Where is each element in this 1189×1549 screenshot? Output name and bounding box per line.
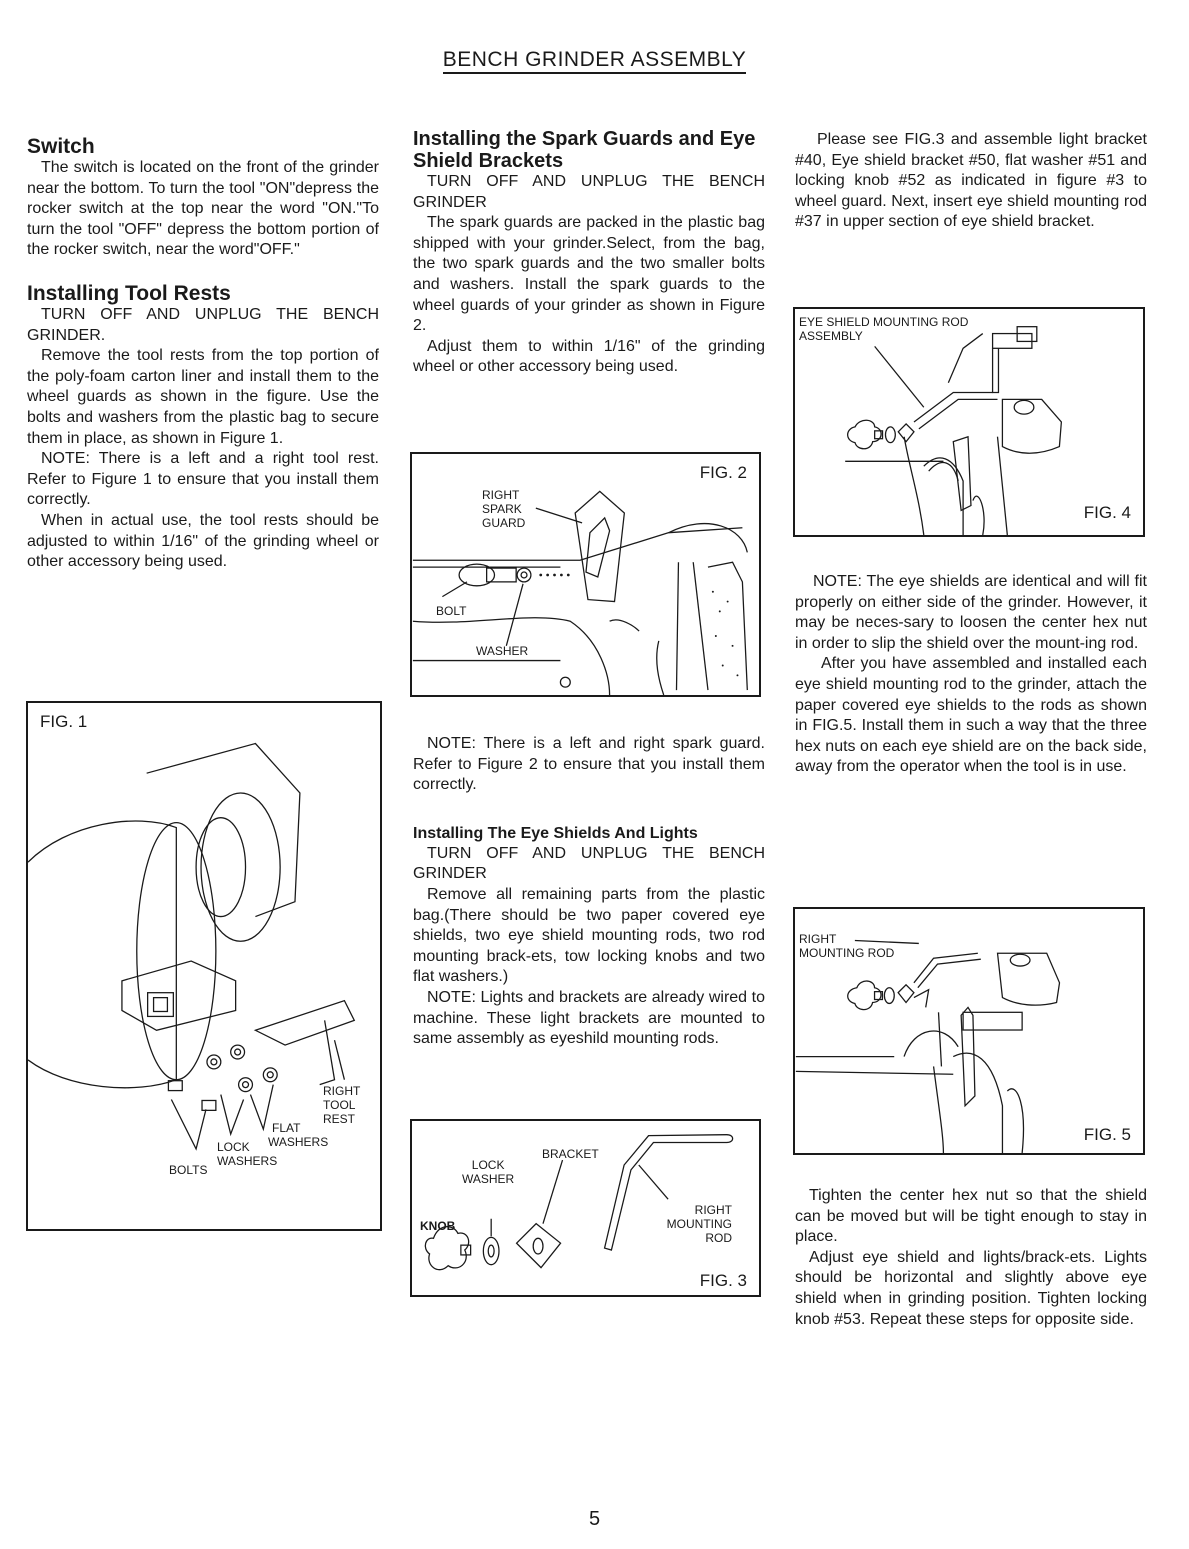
right-mounting-rod-line-3: ROD — [705, 1231, 732, 1245]
fig5-mounting-rod-label — [799, 932, 894, 960]
figure-4-label: FIG. 4 — [1083, 503, 1131, 522]
figure-2-drawing — [412, 454, 759, 695]
bolts-label: BOLTS — [169, 1163, 208, 1177]
right-spark-guard-line-2: SPARK — [482, 502, 522, 516]
figure-3-label: FIG. 3 — [699, 1271, 747, 1290]
figure-1 — [26, 701, 382, 1231]
tool-rests-warning: TURN OFF AND UNPLUG THE BENCH GRINDER. — [27, 305, 379, 344]
spark-guards-adjust: Adjust them to within 1/16" of the grinding wheel or other accessory being used. — [413, 337, 765, 376]
right-mounting-rod-line-1: RIGHT — [694, 1203, 732, 1217]
fig5-mounting-rod-line-1: RIGHT — [799, 932, 837, 946]
right-spark-guard-line-3: GUARD — [482, 516, 526, 530]
column-right-middle — [795, 572, 1147, 778]
flat-washers-line-1: FLAT — [272, 1121, 301, 1135]
eye-shield-attach: After you have assembled and installed each eye shield mounting rod to the grinder, attach the paper covered eye shields to the rods as shown in FIG.5. Install them in such a way that the three hex nuts on each eye shield are on the back side, away from the operator when the tool is in use. — [795, 655, 1147, 776]
figure-5-label: FIG. 5 — [1083, 1125, 1131, 1144]
eye-shield-assembly-line-1: EYE SHIELD MOUNTING ROD — [799, 315, 969, 329]
figure-1-drawing — [28, 703, 380, 1229]
assembly-instructions: Please see FIG.3 and assemble light bracket #40, Eye shield bracket #50, flat washer #51 and locking knob #52 as indicated in figure #3 to wheel guard. Next, insert eye shield mounting rod #37 in upper section of eye shield bracket. — [795, 131, 1147, 231]
figure-5 — [793, 907, 1145, 1155]
column-middle — [413, 128, 765, 378]
column-right — [795, 130, 1147, 233]
lock-washers-line-1: LOCK — [217, 1140, 250, 1154]
page-title-text: BENCH GRINDER ASSEMBLY — [443, 48, 747, 74]
figure-2-label: FIG. 2 — [699, 463, 747, 482]
figure-4 — [793, 307, 1145, 537]
lock-washers-label — [217, 1140, 277, 1168]
eye-shields-heading: Installing The Eye Shields And Lights — [413, 824, 698, 842]
flat-washers-line-2: WASHERS — [268, 1135, 329, 1149]
bolt-label: BOLT — [436, 604, 467, 618]
figure-2 — [410, 452, 761, 697]
right-tool-rest-label — [323, 1084, 360, 1126]
spark-guards-heading: Installing the Spark Guards and Eye Shield Brackets — [413, 128, 756, 172]
lock-washer-line-2: WASHER — [462, 1172, 515, 1186]
figure-3 — [410, 1119, 761, 1297]
page-number: 5 — [588, 1508, 601, 1530]
column-middle-lower — [413, 734, 765, 1050]
lock-washers-line-2: WASHERS — [217, 1154, 278, 1168]
right-spark-guard-line-1: RIGHT — [482, 488, 520, 502]
spark-guards-warning: TURN OFF AND UNPLUG THE BENCH GRINDER — [413, 173, 765, 211]
lock-washer-line-1: LOCK — [471, 1158, 505, 1172]
switch-heading: Switch — [27, 135, 95, 158]
right-tool-rest-line-2: TOOL — [323, 1098, 356, 1112]
tool-rests-heading: Installing Tool Rests — [27, 281, 231, 305]
tool-rests-note: NOTE: There is a left and a right tool rest. Refer to Figure 1 to ensure that you install them correctly. — [27, 450, 379, 509]
right-mounting-rod-label — [652, 1203, 732, 1245]
right-tool-rest-line-3: REST — [323, 1112, 356, 1126]
tool-rests-paragraph: Remove the tool rests from the top portion of the poly-foam carton liner and install them to the wheel guards as shown in the figure. Use the bolts and washers from the plastic bag to secure them in place, as shown in Figure 1. — [27, 347, 379, 447]
tighten-paragraph: Tighten the center hex nut so that the shield can be moved but will be tight enough to stay in place. — [795, 1187, 1147, 1246]
washer-label: WASHER — [476, 644, 529, 658]
page-title — [0, 48, 1189, 72]
fig5-mounting-rod-line-2: MOUNTING ROD — [799, 946, 895, 960]
eye-shields-note: NOTE: Lights and brackets are already wired to machine. These light brackets are mounted to same assembly as eyeshild mounting rods. — [413, 988, 765, 1048]
eye-shields-warning: TURN OFF AND UNPLUG THE BENCH GRINDER — [413, 844, 765, 883]
tool-rests-adjust: When in actual use, the tool rests should be adjusted to within 1/16" of the grinding wheel or other accessory being used. — [27, 511, 379, 571]
spark-guard-note: NOTE: There is a left and right spark guard. Refer to Figure 2 to ensure that you install them correctly. — [413, 735, 765, 794]
eye-shield-assembly-line-2: ASSEMBLY — [799, 329, 863, 343]
eye-shield-assembly-label — [799, 315, 968, 343]
right-mounting-rod-line-2: MOUNTING — [666, 1217, 732, 1231]
knob-label: KNOB — [420, 1219, 456, 1233]
figure-1-label: FIG. 1 — [40, 712, 88, 731]
spark-guards-paragraph: The spark guards are packed in the plastic bag shipped with your grinder.Select, from the bag, the two spark guards and the two smaller bolts and washers. Install the spark guards to the wheel guards of your grinder as shown in Figure 2. — [413, 214, 765, 335]
column-left — [27, 136, 379, 573]
lock-washer-label — [462, 1158, 514, 1186]
eye-shields-paragraph: Remove all remaining parts from the plastic bag.(There should be two paper covered eye shields, two eye shield mounting rods, two rod mounting brack-ets, tow locking knobs and two flat washers.) — [413, 885, 765, 986]
bracket-label: BRACKET — [542, 1147, 599, 1161]
switch-paragraph: The switch is located on the front of the grinder near the bottom. To turn the tool "ON"depress the rocker switch at the top near the word "ON."To turn the tool "OFF" depress the bottom portion of the rocker switch, near the word"OFF." — [27, 159, 379, 259]
adjust-paragraph: Adjust eye shield and lights/brack-ets. Lights should be horizontal and slightly above eye shield when in grinding position. Tighten locking knob #53. Repeat these steps for opposite side. — [795, 1248, 1147, 1328]
right-spark-guard-label — [482, 488, 525, 530]
right-tool-rest-line-1: RIGHT — [323, 1084, 361, 1098]
column-right-lower — [795, 1186, 1147, 1330]
eye-shield-note: NOTE: The eye shields are identical and will fit properly on either side of the grinder. However, it may be neces-sary to loosen the center hex nut in order to slip the shield over the mount-ing rod. — [795, 573, 1147, 652]
